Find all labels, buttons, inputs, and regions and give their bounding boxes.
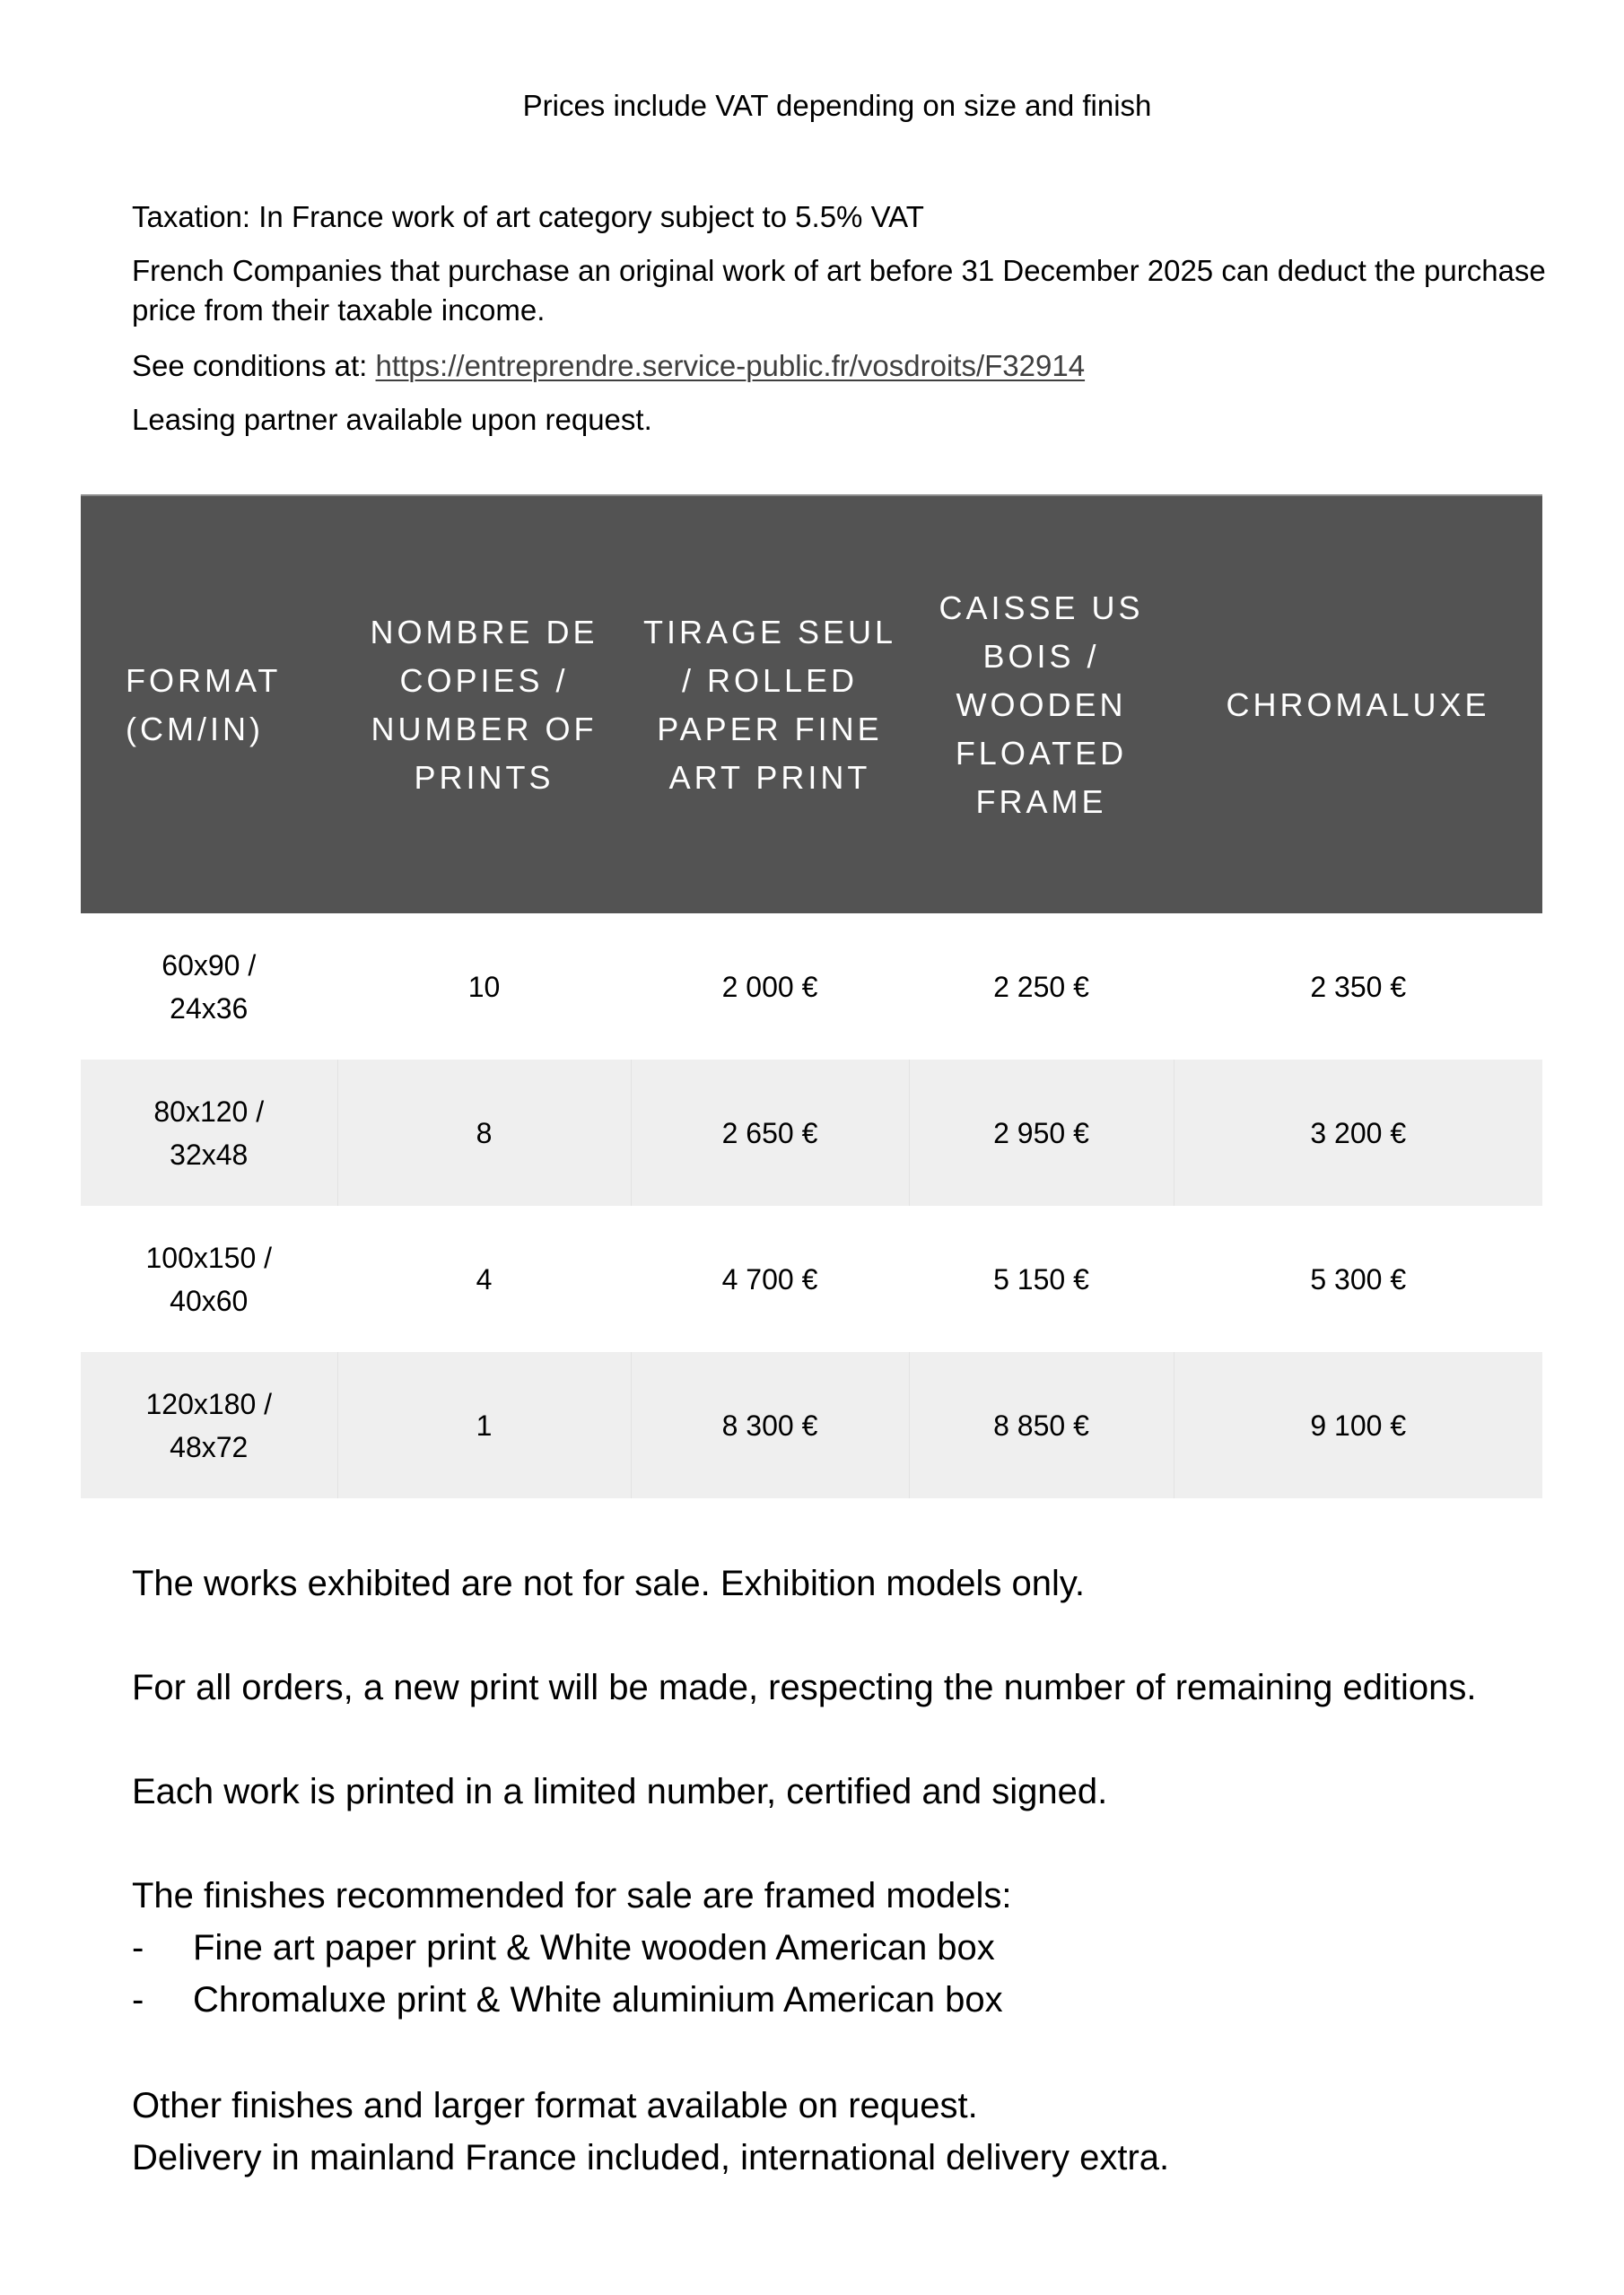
header-format-label: FORMAT (CM/IN)	[126, 661, 281, 747]
header-wooden-label: CAISSE US BOIS / WOODEN FLOATED FRAME	[939, 589, 1144, 820]
cell-wooden-price: 8 850 €	[909, 1352, 1174, 1498]
cell-rolled-price: 8 300 €	[631, 1352, 909, 1498]
cell-rolled-price: 4 700 €	[631, 1206, 909, 1352]
conditions-link[interactable]: https://entreprendre.service-public.fr/vosdroits/F32914	[375, 349, 1086, 382]
other-finishes-note: Other finishes and larger format available on request.	[132, 2086, 978, 2125]
header-rolled-paper	[631, 495, 909, 913]
cell-prints: 4	[337, 1206, 631, 1352]
table-row	[81, 1352, 1542, 1498]
header-prints-label: NOMBRE DE COPIES / NUMBER OF PRINTS	[370, 613, 598, 796]
cell-rolled-price: 2 000 €	[631, 913, 909, 1060]
see-conditions-line	[132, 346, 1559, 386]
cell-wooden-price: 2 250 €	[909, 913, 1174, 1060]
cell-format	[81, 1352, 337, 1498]
bullet-dash: -	[132, 1980, 144, 2020]
format-cm: 120x180 /	[145, 1387, 273, 1420]
page-title: Prices include VAT depending on size and finish	[522, 89, 1152, 122]
table-row	[81, 913, 1542, 1060]
cell-format	[81, 1060, 337, 1206]
exhibit-note: The works exhibited are not for sale. Exhibition models only.	[132, 1564, 1086, 1603]
leasing-text: Leasing partner available upon request.	[132, 403, 652, 436]
limited-edition-note: Each work is printed in a limited number, certified and signed.	[132, 1772, 1108, 1811]
orders-note: For all orders, a new print will be made, respecting the number of remaining editions.	[132, 1668, 1477, 1707]
delivery-note: Delivery in mainland France included, international delivery extra.	[132, 2138, 1170, 2177]
header-number-of-prints	[337, 495, 631, 913]
header-chromaluxe-label: CHROMALUXE	[1226, 685, 1490, 723]
taxation-text: Taxation: In France work of art category subject to 5.5% VAT	[132, 200, 924, 233]
format-in: 40x60	[170, 1284, 249, 1317]
format-cm: 60x90 /	[162, 948, 257, 982]
bullet-text: Chromaluxe print & White aluminium American box	[193, 1980, 1003, 2020]
cell-chromaluxe-price: 2 350 €	[1174, 913, 1542, 1060]
format-in: 24x36	[170, 991, 249, 1025]
cell-prints: 8	[337, 1060, 631, 1206]
cell-prints: 10	[337, 913, 631, 1060]
format-in: 32x48	[170, 1138, 249, 1171]
bullet-dash: -	[132, 1928, 144, 1968]
finishes-note: The finishes recommended for sale are framed models:	[132, 1876, 1012, 1915]
cell-chromaluxe-price: 3 200 €	[1174, 1060, 1542, 1206]
table-row	[81, 1206, 1542, 1352]
header-wooden-frame	[909, 495, 1174, 913]
cell-prints: 1	[337, 1352, 631, 1498]
header-format	[81, 495, 337, 913]
table-header-row	[81, 495, 1542, 913]
cell-wooden-price: 2 950 €	[909, 1060, 1174, 1206]
bullet-text: Fine art paper print & White wooden American box	[193, 1928, 995, 1968]
french-companies-text: French Companies that purchase an original work of art before 31 December 2025 can deduct the purchase price from their taxable income.	[132, 254, 1546, 327]
header-chromaluxe	[1174, 495, 1542, 913]
header-rolled-label: TIRAGE SEUL / ROLLED PAPER FINE ART PRINT	[642, 613, 897, 796]
format-cm: 100x150 /	[145, 1241, 273, 1274]
cell-wooden-price: 5 150 €	[909, 1206, 1174, 1352]
price-table	[81, 494, 1542, 1498]
cell-chromaluxe-price: 9 100 €	[1174, 1352, 1542, 1498]
format-in: 48x72	[170, 1430, 249, 1463]
see-conditions-label: See conditions at:	[132, 349, 376, 382]
cell-chromaluxe-price: 5 300 €	[1174, 1206, 1542, 1352]
cell-format	[81, 1206, 337, 1352]
cell-rolled-price: 2 650 €	[631, 1060, 909, 1206]
cell-format	[81, 913, 337, 1060]
format-cm: 80x120 /	[153, 1095, 265, 1128]
table-row	[81, 1060, 1542, 1206]
